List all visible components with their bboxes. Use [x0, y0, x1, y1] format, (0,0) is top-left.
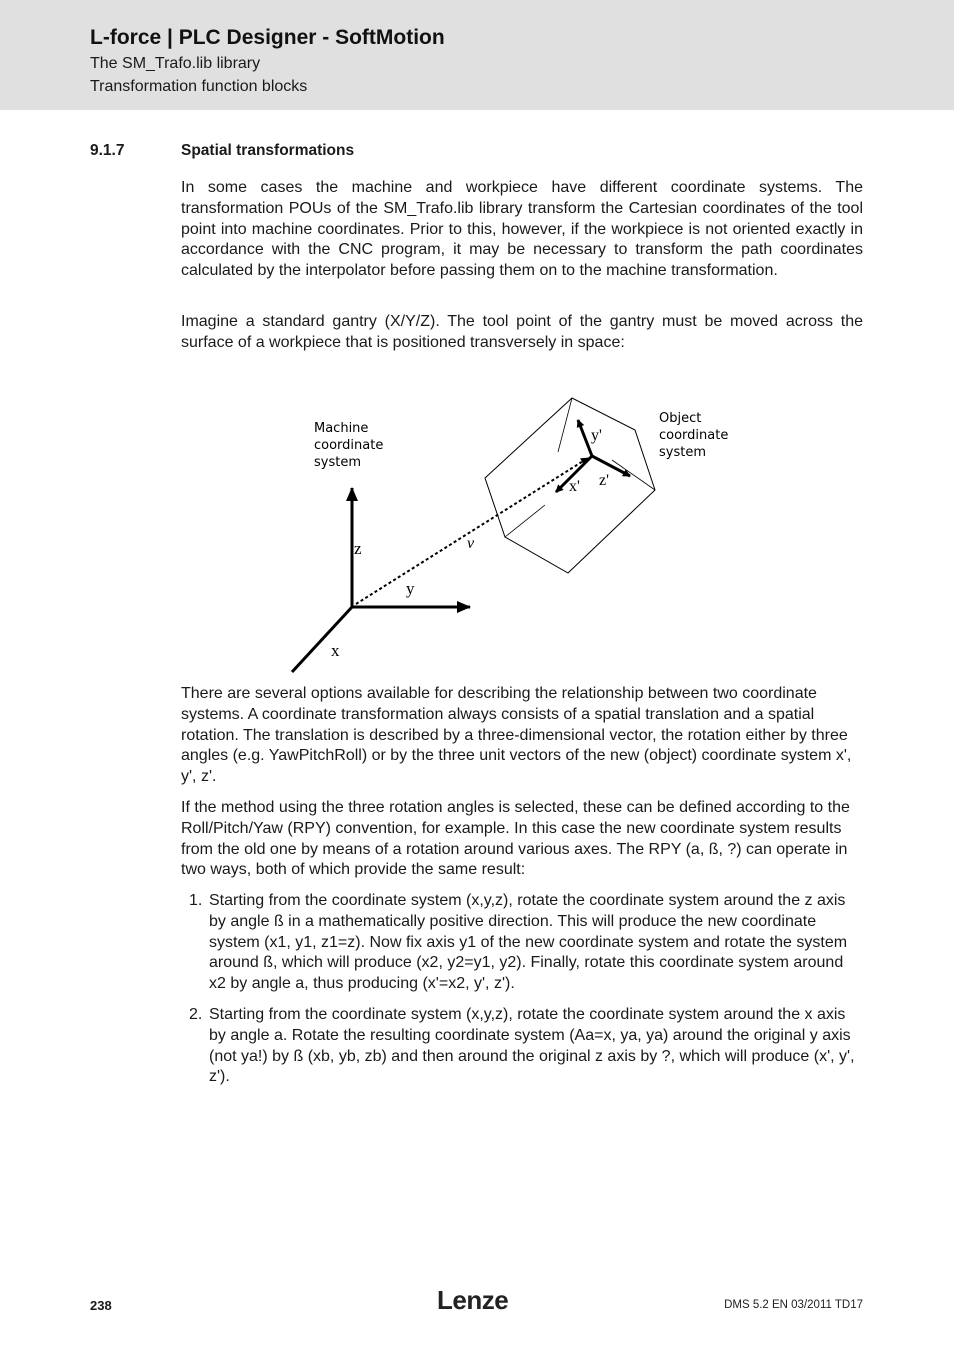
header-title: L-force | PLC Designer - SoftMotion	[90, 26, 445, 49]
header-subtitle-chapter: Transformation function blocks	[90, 78, 308, 95]
paragraph-rpy: If the method using the three rotation angles is selected, these can be defined according to the Roll/Pitch/Yaw (RPY) convention, for example. In this case the new coordinate system results from the old one by means of a rotation around various axes. The RPY (a, ß, ?) can operate in two ways, both of which provide the same result:	[181, 799, 850, 879]
coordinate-systems-figure	[280, 392, 729, 677]
object-z-prime-axis	[592, 456, 630, 476]
z-axis-label: z	[354, 539, 362, 558]
paragraph-gantry: Imagine a standard gantry (X/Y/Z). The tool point of the gantry must be moved across the surface of a workpiece that is positioned transversely in space:	[181, 313, 863, 351]
page-header	[0, 0, 954, 110]
list-item-number: 2.	[189, 1005, 203, 1023]
cube-edge	[505, 505, 545, 537]
list-item-text: Starting from the coordinate system (x,y,z), rotate the coordinate system around the z axis by angle ß in a mathematically positive direction. This will produce the new coordinate system (x1, y1, z1=z). Now fix axis y1 of the new coordinate system and rotate the system around ß, which will produce (x2, y2=y1, y2). Finally, rotate this coordinate system around x2 by angle a, thus producing (x'=x2, y', z').	[209, 892, 848, 993]
machine-x-axis	[292, 607, 352, 672]
object-label-line1: Object	[659, 411, 702, 426]
rotation-steps-list	[181, 891, 863, 1098]
object-label-line3: system	[659, 445, 706, 460]
section-title: Spatial transformations	[181, 142, 355, 159]
paragraph-intro: In some cases the machine and workpiece have different coordinate systems. The transformation POUs of the SM_Trafo.lib library transform the Cartesian coordinates of the tool point into machine coordinates. Prior to this, however, if the workpiece is not oriented exactly in accordance with the CNC program, it may be necessary to transform the path coordinates calculated by the interpolator before passing them on to the machine transformation.	[181, 179, 863, 280]
z-prime-label: z'	[599, 472, 609, 489]
header-subtitle-library: The SM_Trafo.lib library	[90, 55, 261, 72]
cube-edge	[612, 460, 655, 490]
machine-label-line1: Machine	[314, 421, 369, 436]
vector-label: v	[467, 535, 475, 552]
x-prime-label: x'	[569, 478, 580, 495]
lenze-logo: Lenze	[437, 1285, 509, 1315]
object-y-prime-axis	[578, 420, 592, 456]
list-item	[181, 891, 863, 995]
y-prime-label: y'	[591, 427, 602, 444]
section-number: 9.1.7	[90, 142, 125, 159]
machine-label-line3: system	[314, 455, 361, 470]
paragraph-options: There are several options available for describing the relationship between two coordinate systems. A coordinate transformation always consists of a spatial translation and a spatial rotation. The translation is described by a three-dimensional vector, the rotation either by three angles (e.g. YawPitchRoll) or by the three unit vectors of the new (object) coordinate system x', y', z'.	[181, 685, 852, 786]
page-number: 238	[90, 1298, 112, 1313]
machine-label-line2: coordinate	[314, 438, 384, 453]
x-axis-label: x	[331, 641, 340, 660]
list-item-text: Starting from the coordinate system (x,y,z), rotate the coordinate system around the x axis by angle a. Rotate the resulting coordinate system (Aa=x, ya, ya) around the original y axis (not ya!) by ß (xb, yb, zb) and then around the original z axis by ?, which will produce (x', y', z').	[209, 1005, 855, 1086]
object-label-line2: coordinate	[659, 428, 729, 443]
translation-vector	[356, 458, 588, 604]
list-item	[181, 1005, 863, 1088]
y-axis-label: y	[406, 579, 415, 598]
list-item-number: 1.	[189, 892, 203, 909]
document-reference: DMS 5.2 EN 03/2011 TD17	[724, 1299, 863, 1311]
cube-edge	[558, 398, 572, 452]
